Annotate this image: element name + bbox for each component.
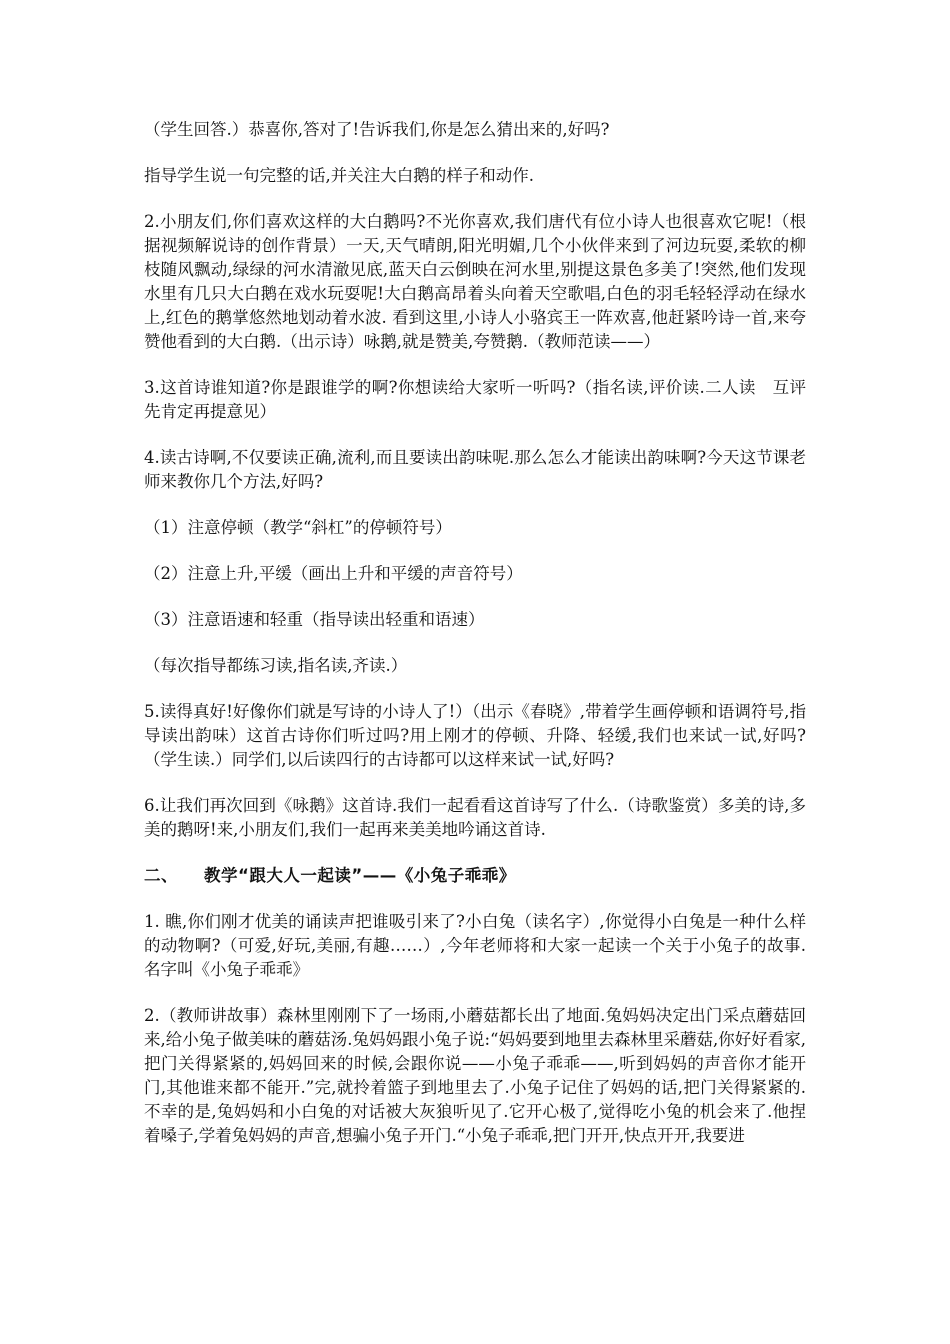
list-item-rise-flat: （2）注意上升,平缓（画出上升和平缓的声音符号） [144,564,523,583]
paragraph-4-reading-methods: 4.读古诗啊,不仅要读正确,流利,而且要读出韵味呢.那么怎么才能读出韵味啊?今天这节课老师来教你几个方法,好吗? [144,448,806,491]
paragraph-guidance: 指导学生说一句完整的话,并关注大白鹅的样子和动作. [144,166,534,185]
paragraph-6-yonge: 6.让我们再次回到《咏鹅》这首诗.我们一起看看这首诗写了什么.（诗歌鉴赏）多美的诗,多美的鹅呀!来,小朋友们,我们一起再来美美地吟诵这首诗. [144,796,806,839]
section-heading-title: 教学“跟大人一起读”——《小兔子乖乖》 [204,866,516,885]
list-item-speed-stress: （3）注意语速和轻重（指导读出轻重和语速） [144,610,485,629]
document-body [144,118,823,1148]
paragraph-1-rabbit-intro: 1. 瞧,你们刚才优美的诵读声把谁吸引来了?小白兔（读名字）,你觉得小白兔是一种什么样的动物啊?（可爱,好玩,美丽,有趣……）,今年老师将和大家一起读一个关于小兔子的故事.名字叫《小兔子乖乖》 [144,912,806,979]
paragraph-2-background: 2.小朋友们,你们喜欢这样的大白鹅吗?不光你喜欢,我们唐代有位小诗人也很喜欢它呢!（根据视频解说诗的创作背景）一天,天气晴朗,阳光明媚,几个小伙伴来到了河边玩耍,柔软的柳枝随风飘动,绿绿的河水清澈见底,蓝天白云倒映在河水里,别提这景色多美了!突然,他们发现水里有几只大白鹅在戏水玩耍呢!大白鹅高昂着头向着天空歌唱,白色的羽毛轻轻浮动在绿水上,红色的鹅掌悠然地划动着水波. 看到这里,小诗人小骆宾王一阵欢喜,他赶紧吟诗一首,来夸赞他看到的大白鹅.（出示诗）咏鹅,就是赞美,夸赞鹅.（教师范读——） [144,212,806,351]
paragraph-2-rabbit-story: 2.（教师讲故事）森林里刚刚下了一场雨,小蘑菇都长出了地面.兔妈妈决定出门采点蘑菇回来,给小兔子做美味的蘑菇汤.兔妈妈跟小兔子说:“妈妈要到地里去森林里采蘑菇,你好好看家,把门关得紧紧的,妈妈回来的时候,会跟你说——小兔子乖乖——,听到妈妈的声音你才能开门,其他谁来都不能开.”完,就拎着篮子到地里去了.小兔子记住了妈妈的话,把门关得紧紧的. 不幸的是,兔妈妈和小白兔的对话被大灰狼听见了.它开心极了,觉得吃小兔的机会来了.他捏着嗓子,学着兔妈妈的声音,想骗小兔子开门.“小兔子乖乖,把门开开,快点开开,我要进 [144,1006,806,1145]
section-heading-number: 二、 [144,866,178,885]
paragraph-practice-note: （每次指导都练习读,指名读,齐读.） [144,656,408,675]
paragraph-5-chunxiao: 5.读得真好!好像你们就是写诗的小诗人了!）（出示《春晓》,带着学生画停顿和语调符号,指导读出韵味）这首古诗你们听过吗?用上刚才的停顿、升降、轻缓,我们也来试一试,好吗?（学生读.）同学们,以后读四行的古诗都可以这样来试一试,好吗? [144,702,806,769]
list-item-pause: （1）注意停顿（教学“斜杠”的停顿符号） [144,518,452,537]
section-heading [144,864,806,888]
paragraph-3-who-knows: 3.这首诗谁知道?你是跟谁学的啊?你想读给大家听一听吗?（指名读,评价读.二人读 互评 先肯定再提意见） [144,378,823,421]
paragraph-student-answer: （学生回答.）恭喜你,答对了!告诉我们,你是怎么猜出来的,好吗? [144,120,610,139]
